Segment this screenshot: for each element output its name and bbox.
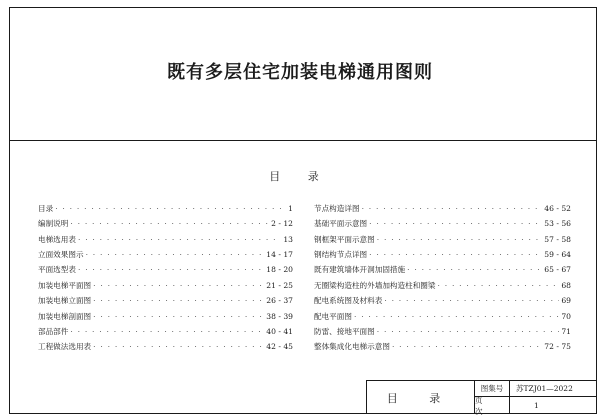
toc-entry-title: 加装电梯平面图 (38, 280, 92, 290)
leader-dots (55, 205, 286, 213)
toc-entry (314, 259, 571, 274)
toc-entry (38, 289, 293, 304)
sheet-name: 目 录 (367, 381, 475, 414)
leader-dots (377, 328, 560, 336)
toc-entry-title: 钢结构节点详图 (314, 249, 368, 259)
toc-entry-pages: 21 - 25 (266, 280, 293, 290)
leader-dots (86, 251, 265, 259)
toc-entry-pages: 70 (561, 311, 571, 321)
toc-entry-pages: 69 (561, 296, 571, 306)
toc-entry-pages: 14 - 17 (266, 249, 293, 259)
leader-dots (93, 297, 264, 305)
toc-entry-pages: 40 - 41 (266, 326, 293, 336)
toc-entry-title: 工程做法选用表 (38, 342, 92, 352)
toc-entry-pages: 18 - 20 (266, 265, 293, 275)
toc-entry-title: 平面选型表 (38, 265, 76, 275)
leader-dots (438, 282, 560, 290)
toc-entry-pages: 72 - 75 (544, 342, 571, 352)
leader-dots (369, 220, 542, 228)
toc-entry-title: 整体集成化电梯示意图 (314, 342, 390, 352)
toc-entry (38, 259, 293, 274)
leader-dots (78, 236, 281, 244)
leader-dots (369, 251, 542, 259)
toc-entry-pages: 59 - 64 (544, 249, 571, 259)
toc-entry-pages: 71 (561, 326, 571, 336)
toc-entry-title: 防雷、接地平面图 (314, 326, 375, 336)
toc-entry-title: 电梯选用表 (38, 234, 76, 244)
toc-entry (38, 305, 293, 320)
leader-dots (377, 236, 543, 244)
toc-entry-title: 部品部件 (38, 326, 69, 336)
toc-entry-title: 无圈梁构造柱的外墙加构造柱和圈梁 (314, 280, 436, 290)
toc-entry-pages: 13 (283, 234, 293, 244)
toc-entry-title: 配电平面图 (314, 311, 352, 321)
toc-entry-title: 加装电梯剖面图 (38, 311, 92, 321)
leader-dots (93, 343, 264, 351)
toc-entry (314, 197, 571, 212)
toc-entry-pages: 1 (288, 203, 293, 213)
toc-entry (314, 212, 571, 227)
atlas-number-label: 图集号 (475, 381, 510, 397)
leader-dots (407, 266, 542, 274)
toc-entry-pages: 38 - 39 (266, 311, 293, 321)
leader-dots (392, 343, 542, 351)
toc-entry-title: 节点构造详图 (314, 203, 360, 213)
toc-entry-pages: 26 - 37 (266, 296, 293, 306)
toc-entry-pages: 53 - 56 (544, 219, 571, 229)
toc-entry (314, 320, 571, 335)
toc-entry (314, 274, 571, 289)
toc-entry (38, 197, 293, 212)
leader-dots (384, 297, 559, 305)
toc-entry-pages: 2 - 12 (271, 219, 293, 229)
toc-entry-title: 编制说明 (38, 219, 69, 229)
toc-entry-title: 目录 (38, 203, 54, 213)
leader-dots (70, 328, 264, 336)
toc-entry-title: 加装电梯立面图 (38, 296, 92, 306)
toc-entry-pages: 57 - 58 (544, 234, 571, 244)
leader-dots (70, 220, 269, 228)
toc-entry-title: 基础平面示意图 (314, 219, 368, 229)
leader-dots (93, 282, 264, 290)
atlas-title: 既有多层住宅加装电梯通用图则 (167, 62, 433, 83)
toc-entry (38, 228, 293, 243)
title-divider (9, 140, 597, 141)
toc-entry (314, 289, 571, 304)
title-block (366, 380, 597, 414)
toc-entry-title: 既有建筑墙体开洞加固措施 (314, 265, 406, 275)
toc-entry (38, 243, 293, 258)
toc-left-column (38, 197, 293, 351)
toc-entry (314, 243, 571, 258)
toc-entry-pages: 42 - 45 (266, 342, 293, 352)
atlas-number-value: 苏TZJ01—2022 (510, 381, 597, 397)
leader-dots (93, 313, 264, 321)
toc-entry (38, 274, 293, 289)
toc-entry-pages: 68 (561, 280, 571, 290)
toc-entry (314, 228, 571, 243)
toc-entry (38, 212, 293, 227)
toc-entry-title: 立面效果图示 (38, 249, 84, 259)
toc-entry-title: 配电系统图及材料表 (314, 296, 383, 306)
toc-entry (314, 305, 571, 320)
toc-entry-title: 钢框架平面示意图 (314, 234, 375, 244)
toc-entry (38, 336, 293, 351)
toc-right-column (314, 197, 571, 351)
page-number-value: 1 (534, 401, 539, 410)
toc-entry-pages: 46 - 52 (544, 203, 571, 213)
leader-dots (362, 205, 543, 213)
toc-entry-pages: 65 - 67 (544, 265, 571, 275)
toc-entry (314, 336, 571, 351)
leader-dots (354, 313, 559, 321)
page-number-label: 页 次 (475, 397, 510, 414)
leader-dots (78, 266, 264, 274)
toc-entry (38, 320, 293, 335)
toc-heading: 目 录 (269, 170, 331, 183)
